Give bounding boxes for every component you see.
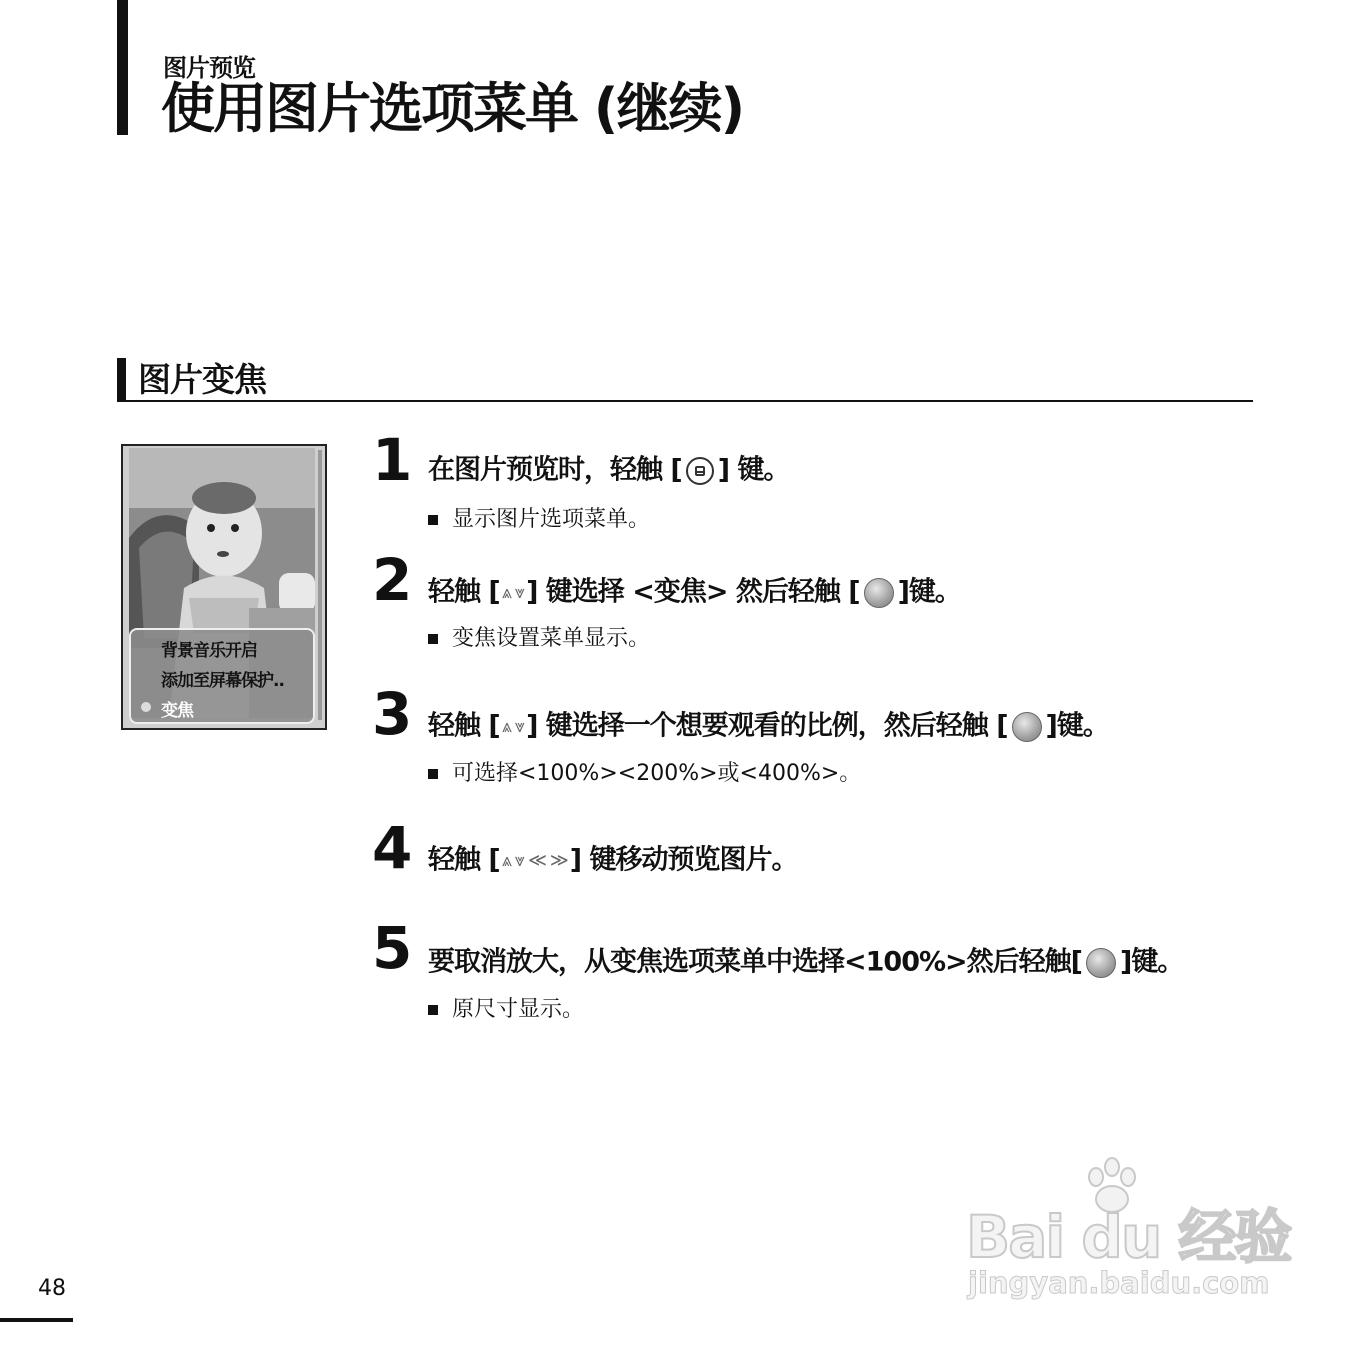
page-number: 48 xyxy=(38,1276,66,1301)
header-accent-bar xyxy=(117,0,128,135)
menu-button-icon xyxy=(686,457,714,485)
step-text: 要取消放大，从变焦选项菜单中选择<100%>然后轻触[ xyxy=(428,946,1082,978)
step-text: ]键。 xyxy=(897,576,961,608)
step-text: ]键。 xyxy=(1120,946,1184,978)
step-number: 5 xyxy=(372,914,413,982)
left-icon: ≪ xyxy=(528,849,546,871)
select-button-icon xyxy=(1012,712,1042,742)
up-icon: ⩓ xyxy=(501,849,511,871)
section-accent-bar xyxy=(117,358,126,402)
step-text: ]键。 xyxy=(1045,710,1109,742)
menu-item-zoom[interactable]: 变焦 xyxy=(161,701,193,721)
step-number: 2 xyxy=(372,546,413,614)
up-icon: ⩓ xyxy=(501,581,511,603)
menu-item-screensaver[interactable]: 添加至屏幕保护.. xyxy=(161,671,284,691)
select-button-icon xyxy=(864,578,894,608)
section-title: 图片变焦 xyxy=(138,360,266,399)
watermark-logo-text: Bai du 经验 xyxy=(966,1203,1291,1271)
down-icon: ⩔ xyxy=(514,581,525,603)
step-text: 轻触 [ xyxy=(428,844,500,876)
option-menu xyxy=(129,628,315,724)
menu-item-bgm[interactable]: 背景音乐开启 xyxy=(161,641,257,661)
step-number: 1 xyxy=(372,426,413,494)
step-instruction xyxy=(428,840,798,881)
step-note: 原尺寸显示。 xyxy=(428,994,584,1026)
step-text: ] 键选择 <变焦> 然后轻触 [ xyxy=(526,576,860,608)
down-icon: ⩔ xyxy=(514,715,525,737)
step-text: 轻触 [ xyxy=(428,710,500,742)
step-note: 显示图片选项菜单。 xyxy=(428,504,650,536)
step-number: 4 xyxy=(372,814,413,882)
step-instruction xyxy=(428,942,1183,983)
step-number: 3 xyxy=(372,680,413,748)
step-note: 变焦设置菜单显示。 xyxy=(428,623,650,655)
step-note: 可选择<100%><200%>或<400%>。 xyxy=(428,758,861,790)
header-subtitle: 图片预览 xyxy=(163,54,255,82)
scrollbar xyxy=(318,450,322,720)
step-text: ] 键移动预览图片。 xyxy=(569,844,798,876)
step-text: 轻触 [ xyxy=(428,576,500,608)
step-instruction xyxy=(428,572,961,613)
selection-dot-icon xyxy=(141,702,151,712)
device-screen xyxy=(121,444,327,730)
select-button-icon xyxy=(1086,948,1116,978)
step-text: 在图片预览时，轻触 [ xyxy=(428,454,682,486)
page-number-rule xyxy=(0,1318,73,1322)
page-title: 使用图片选项菜单 (继续) xyxy=(161,77,744,140)
watermark-url: jingyan.baidu.com xyxy=(968,1266,1270,1300)
up-icon: ⩓ xyxy=(501,715,511,737)
step-instruction xyxy=(428,450,790,491)
step-text: ] 键。 xyxy=(717,454,790,486)
right-icon: ≫ xyxy=(549,849,568,871)
step-text: ] 键选择一个想要观看的比例，然后轻触 [ xyxy=(526,710,1008,742)
section-divider xyxy=(117,400,1253,402)
down-icon: ⩔ xyxy=(514,849,525,871)
step-instruction xyxy=(428,706,1109,747)
